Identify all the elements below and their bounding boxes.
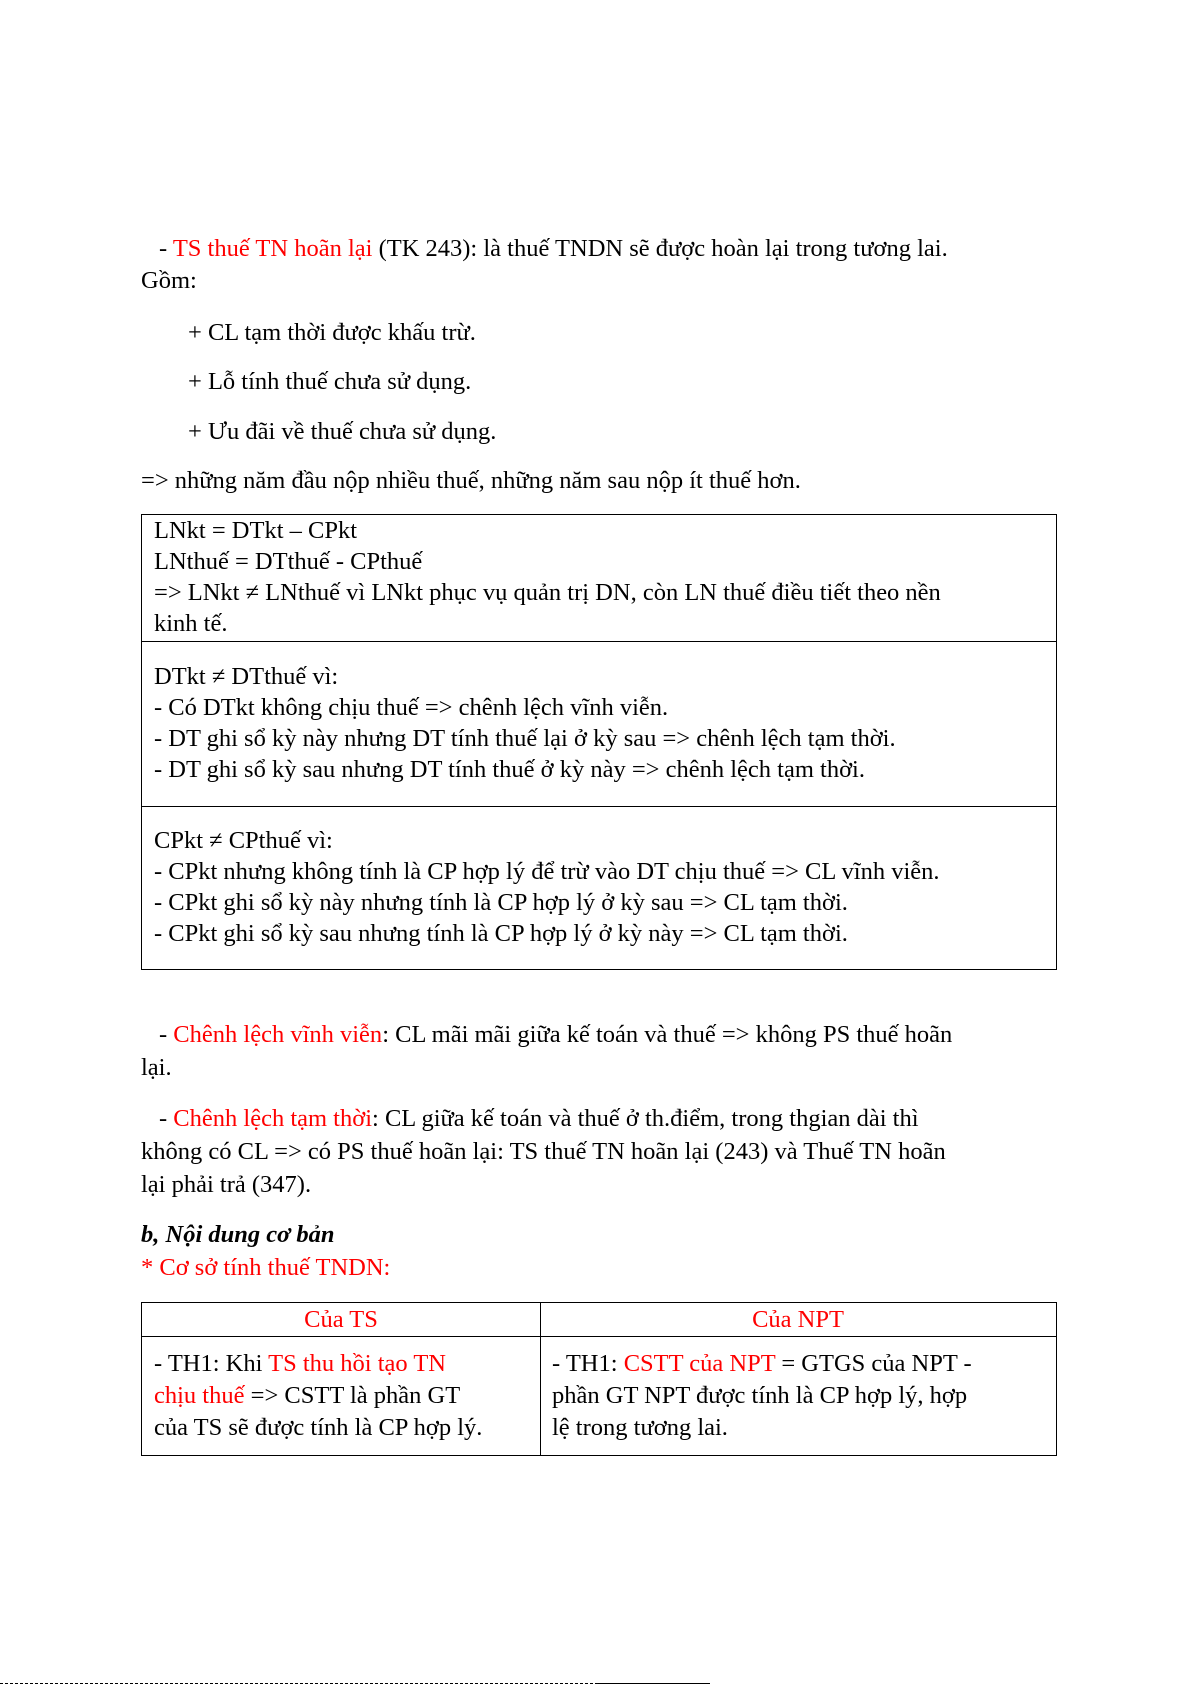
permanent-difference-desc: : CL mãi mãi giữa kế toán và thuế => không PS thuế hoãn xyxy=(382,1021,953,1048)
case-prefix: - TH1: xyxy=(552,1350,624,1377)
box-line: DTkt ≠ DTthuế vì: xyxy=(154,663,339,690)
list-item: + Lỗ tính thuế chưa sử dụng. xyxy=(188,368,472,395)
page-bottom-rule xyxy=(598,1683,710,1684)
deferred-tax-asset-line xyxy=(159,234,948,264)
section-subheading: * Cơ sở tính thuế TNDN: xyxy=(141,1254,391,1281)
highlight-text: chịu thuế xyxy=(154,1382,245,1409)
temporary-difference-cont: lại phải trả (347). xyxy=(141,1171,312,1198)
plain-text: => CSTT là phần GT xyxy=(244,1382,461,1409)
term-temporary-difference: Chênh lệch tạm thời xyxy=(173,1105,373,1132)
conclusion-line: => những năm đầu nộp nhiều thuế, những năm sau nộp ít thuế hơn. xyxy=(141,467,801,494)
page-bottom-rule xyxy=(0,1683,598,1684)
permanent-difference-line xyxy=(159,1020,952,1050)
box-line: => LNkt ≠ LNthuế vì LNkt phục vụ quản trị DN, còn LN thuế điều tiết theo nền xyxy=(154,579,941,606)
box-line: - CPkt ghi sổ kỳ này nhưng tính là CP hợp lý ở kỳ sau => CL tạm thời. xyxy=(154,889,848,916)
temporary-difference-cont: không có CL => có PS thuế hoãn lại: TS thuế TN hoãn lại (243) và Thuế TN hoãn xyxy=(141,1138,946,1165)
includes-label: Gồm: xyxy=(141,267,197,294)
box-line: - CPkt nhưng không tính là CP hợp lý để trừ vào DT chịu thuế => CL vĩnh viễn. xyxy=(154,858,940,885)
term-permanent-difference: Chênh lệch vĩnh viễn xyxy=(173,1021,383,1048)
term-deferred-tax-asset: TS thuế TN hoãn lại xyxy=(172,235,373,262)
box-line: - Có DTkt không chịu thuế => chênh lệch vĩnh viễn. xyxy=(154,694,669,721)
box-line: - DT ghi sổ kỳ sau nhưng DT tính thuế ở kỳ này => chênh lệch tạm thời. xyxy=(154,756,865,783)
comparison-box xyxy=(141,514,1057,970)
box-line: - CPkt ghi sổ kỳ sau nhưng tính là CP hợp lý ở kỳ này => CL tạm thời. xyxy=(154,920,848,947)
left-cell-line: của TS sẽ được tính là CP hợp lý. xyxy=(154,1414,483,1441)
list-item: + CL tạm thời được khấu trừ. xyxy=(188,319,476,346)
row-divider xyxy=(142,641,1056,642)
temporary-difference-desc: : CL giữa kế toán và thuế ở th.điểm, trong thgian dài thì xyxy=(372,1105,919,1132)
right-cell-line xyxy=(552,1348,972,1379)
right-cell-line: lệ trong tương lai. xyxy=(552,1414,728,1441)
row-divider xyxy=(142,806,1056,807)
case-prefix: - TH1: Khi xyxy=(154,1350,269,1377)
box-line: LNkt = DTkt – CPkt xyxy=(154,517,358,544)
dash-prefix: - xyxy=(159,1105,174,1132)
deferred-tax-asset-desc: (TK 243): là thuế TNDN sẽ được hoàn lại trong tương lai. xyxy=(372,235,948,262)
box-line: CPkt ≠ CPthuế vì: xyxy=(154,827,333,854)
highlight-text: CSTT của NPT xyxy=(623,1350,776,1377)
header-asset: Của TS xyxy=(304,1306,378,1333)
right-cell-line: phần GT NPT được tính là CP hợp lý, hợp xyxy=(552,1382,968,1409)
box-line: LNthuế = DTthuế - CPthuế xyxy=(154,548,423,575)
section-heading: b, Nội dung cơ bản xyxy=(141,1221,335,1248)
temporary-difference-line xyxy=(159,1104,919,1134)
dash-prefix: - xyxy=(159,235,173,262)
header-liability: Của NPT xyxy=(752,1306,844,1333)
left-cell-line xyxy=(154,1348,446,1379)
tax-base-table xyxy=(141,1302,1057,1456)
permanent-difference-cont: lại. xyxy=(141,1054,172,1081)
left-cell-line xyxy=(154,1380,460,1411)
box-line: kinh tế. xyxy=(154,610,228,637)
box-line: - DT ghi sổ kỳ này nhưng DT tính thuế lại ở kỳ sau => chênh lệch tạm thời. xyxy=(154,725,896,752)
plain-text: = GTGS của NPT - xyxy=(775,1350,972,1377)
highlight-text: TS thu hồi tạo TN xyxy=(268,1350,446,1377)
dash-prefix: - xyxy=(159,1021,174,1048)
list-item: + Ưu đãi về thuế chưa sử dụng. xyxy=(188,418,497,445)
header-divider xyxy=(142,1336,1056,1337)
